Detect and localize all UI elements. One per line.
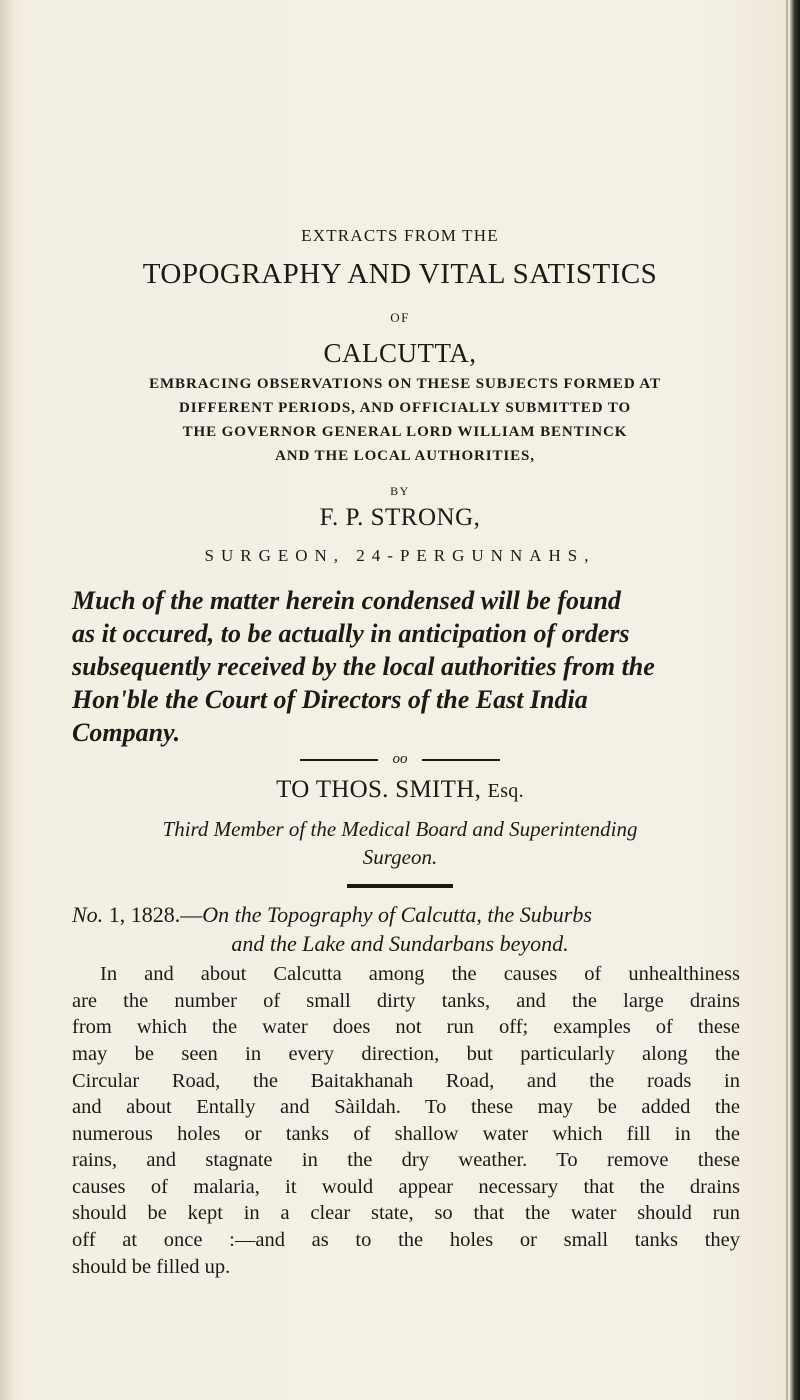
author-name: F. P. STRONG,: [319, 504, 481, 531]
by-label: BY: [390, 484, 410, 498]
page-gutter-line: [786, 0, 788, 1400]
subtitle-line: DIFFERENT PERIODS, AND OFFICIALLY SUBMITTED TO: [178, 400, 632, 416]
page-left-edge-shadow: [0, 0, 14, 1400]
addressee-suffix: Esq.: [487, 780, 524, 802]
separator-rule-right: [422, 759, 500, 761]
of-label: OF: [390, 310, 410, 325]
section-heading-line: [72, 900, 740, 929]
body-text-line: should be filled up.: [72, 1256, 231, 1278]
subtitle-line: EMBRACING OBSERVATIONS ON THESE SUBJECTS FORMED AT: [149, 376, 661, 392]
section-no-label: No.: [72, 902, 104, 927]
section-heading-line: [40, 929, 760, 958]
italic-note-line: Company.: [72, 718, 181, 747]
separator-rule-left: [300, 759, 378, 761]
section-title-part: and the Lake and Sundarbans beyond.: [231, 931, 569, 956]
separator-mark: oo: [392, 751, 408, 767]
body-text-line: may be seen in every direction, but particularly along the: [72, 1043, 740, 1065]
italic-note-line: as it occured, to be actually in anticipation of orders: [72, 619, 630, 648]
body-text-line: are the number of small dirty tanks, and the large drains: [72, 990, 740, 1012]
body-text-line: should be kept in a clear state, so that the water should run: [72, 1202, 740, 1224]
book-spine-edge: [790, 0, 800, 1400]
city-title: CALCUTTA,: [323, 338, 477, 368]
addressee-title-line: Surgeon.: [362, 845, 438, 869]
body-text-line: from which the water does not run off; examples of these: [72, 1016, 740, 1038]
subtitle-line: THE GOVERNOR GENERAL LORD WILLIAM BENTINCK: [182, 424, 628, 440]
italic-note-line: Much of the matter herein condensed will be found: [72, 586, 621, 615]
ornamental-separator: [300, 750, 500, 770]
body-text-line: Circular Road, the Baitakhanah Road, and the roads in: [72, 1070, 740, 1092]
subtitle-line: AND THE LOCAL AUTHORITIES,: [275, 448, 535, 464]
main-title: TOPOGRAPHY AND VITAL SATISTICS: [142, 258, 658, 290]
section-divider-bar: [347, 884, 453, 888]
author-role: SURGEON, 24-PERGUNNAHS,: [204, 546, 596, 565]
body-text-line: rains, and stagnate in the dry weather. To remove these: [72, 1149, 740, 1171]
body-text-line: numerous holes or tanks of shallow water which fill in the: [72, 1123, 740, 1145]
body-text-line: off at once :—and as to the holes or small tanks they: [72, 1229, 740, 1251]
body-text-line: and about Entally and Sàildah. To these may be added the: [72, 1096, 740, 1118]
body-text-line: causes of malaria, it would appear necessary that the drains: [72, 1176, 740, 1198]
section-number-date: 1, 1828.—: [103, 902, 203, 927]
extracts-heading: EXTRACTS FROM THE: [301, 226, 499, 245]
addressee-title-line: Third Member of the Medical Board and Superintending: [162, 817, 638, 841]
section-title-part: On the Topography of Calcutta, the Suburbs: [202, 902, 592, 927]
body-text-line: In and about Calcutta among the causes of unhealthiness: [100, 963, 740, 985]
italic-note-line: subsequently received by the local authorities from the: [72, 652, 655, 681]
addressee-name: TO THOS. SMITH,: [276, 776, 488, 803]
italic-note-line: Hon'ble the Court of Directors of the East India: [72, 685, 588, 714]
addressee-line: [0, 776, 800, 804]
